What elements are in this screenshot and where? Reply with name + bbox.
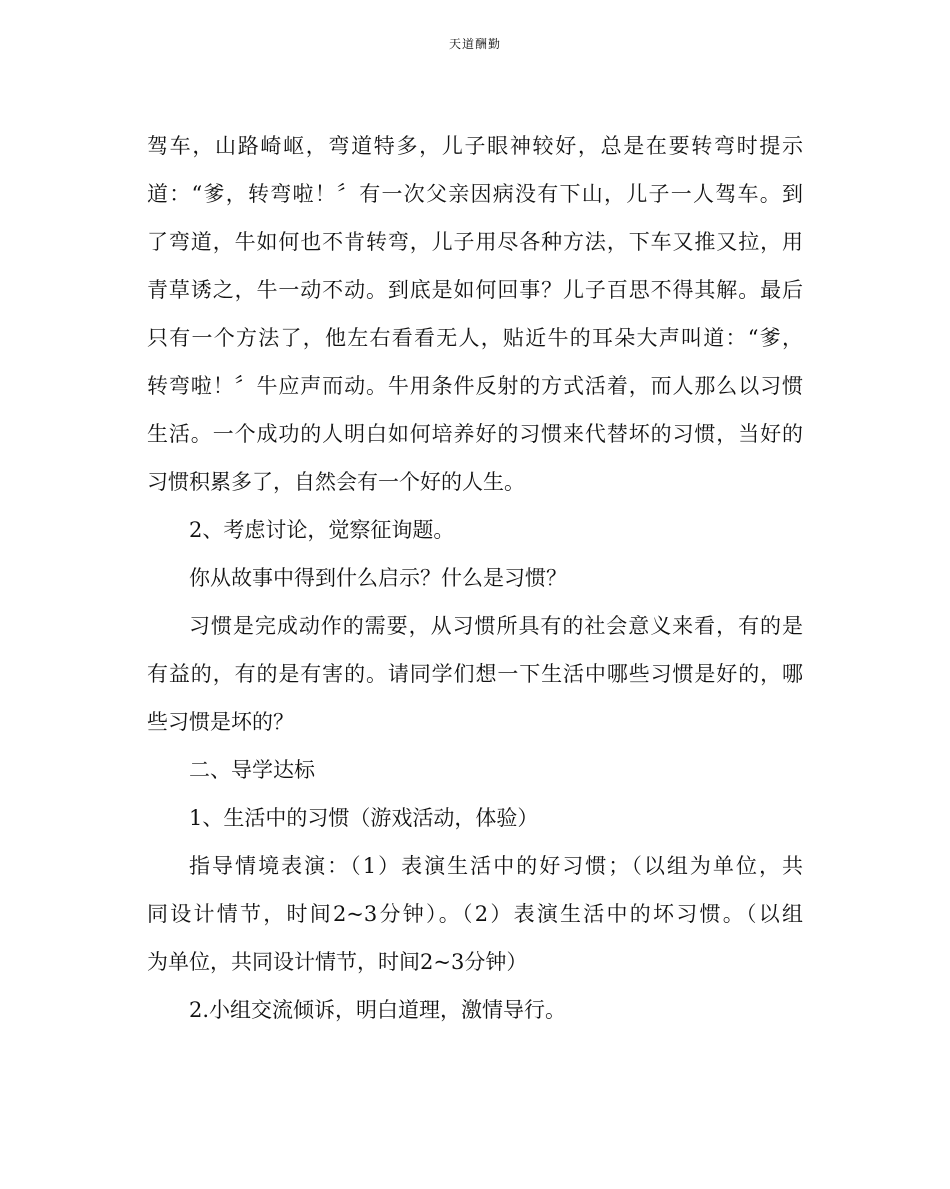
paragraph-line: 青草诱之，牛一动不动。到底是如何回事？儿子百思不得其解。最后 <box>147 278 803 302</box>
paragraph-line: 2、考虑讨论，觉察征询题。 <box>189 518 455 542</box>
paragraph-line: 2.小组交流倾诉，明白道理，激情导行。 <box>189 998 567 1022</box>
section-heading: 二、导学达标 <box>189 758 315 782</box>
paragraph-line: 了弯道，牛如何也不肯转弯，儿子用尽各种方法，下车又推又拉，用 <box>147 230 803 254</box>
document-body <box>147 122 803 1034</box>
paragraph-line: 为单位，共同设计情节，时间2~3分钟） <box>147 950 528 974</box>
paragraph-line: 有益的，有的是有害的。请同学们想一下生活中哪些习惯是好的，哪 <box>147 662 803 686</box>
paragraph-line: 转弯啦！〞牛应声而动。牛用条件反射的方式活着，而人那么以习惯 <box>147 374 803 398</box>
paragraph-line: 驾车，山路崎岖，弯道特多，儿子眼神较好，总是在要转弯时提示 <box>147 134 803 158</box>
paragraph-line: 生活。一个成功的人明白如何培养好的习惯来代替坏的习惯，当好的 <box>147 422 803 446</box>
paragraph-line: 习惯是完成动作的需要，从习惯所具有的社会意义来看，有的是 <box>189 614 803 638</box>
paragraph-line: 你从故事中得到什么启示？什么是习惯？ <box>189 566 567 590</box>
page-header: 天道酬勤 <box>448 37 501 51</box>
paragraph-line: 些习惯是坏的？ <box>147 710 294 734</box>
paragraph-line: 同设计情节，时间2~3分钟）。（2）表演生活中的坏习惯。（以组 <box>147 902 803 926</box>
paragraph-line: 指导情境表演：（1）表演生活中的好习惯；（以组为单位，共 <box>189 854 803 878</box>
paragraph-line: 习惯积累多了，自然会有一个好的人生。 <box>147 470 525 494</box>
subsection-heading: 1、生活中的习惯（游戏活动，体验） <box>189 806 539 830</box>
paragraph-line: 只有一个方法了，他左右看看无人，贴近牛的耳朵大声叫道：“爹， <box>147 326 803 350</box>
paragraph-line: 道：“爹，转弯啦！〞有一次父亲因病没有下山，儿子一人驾车。到 <box>147 182 803 206</box>
